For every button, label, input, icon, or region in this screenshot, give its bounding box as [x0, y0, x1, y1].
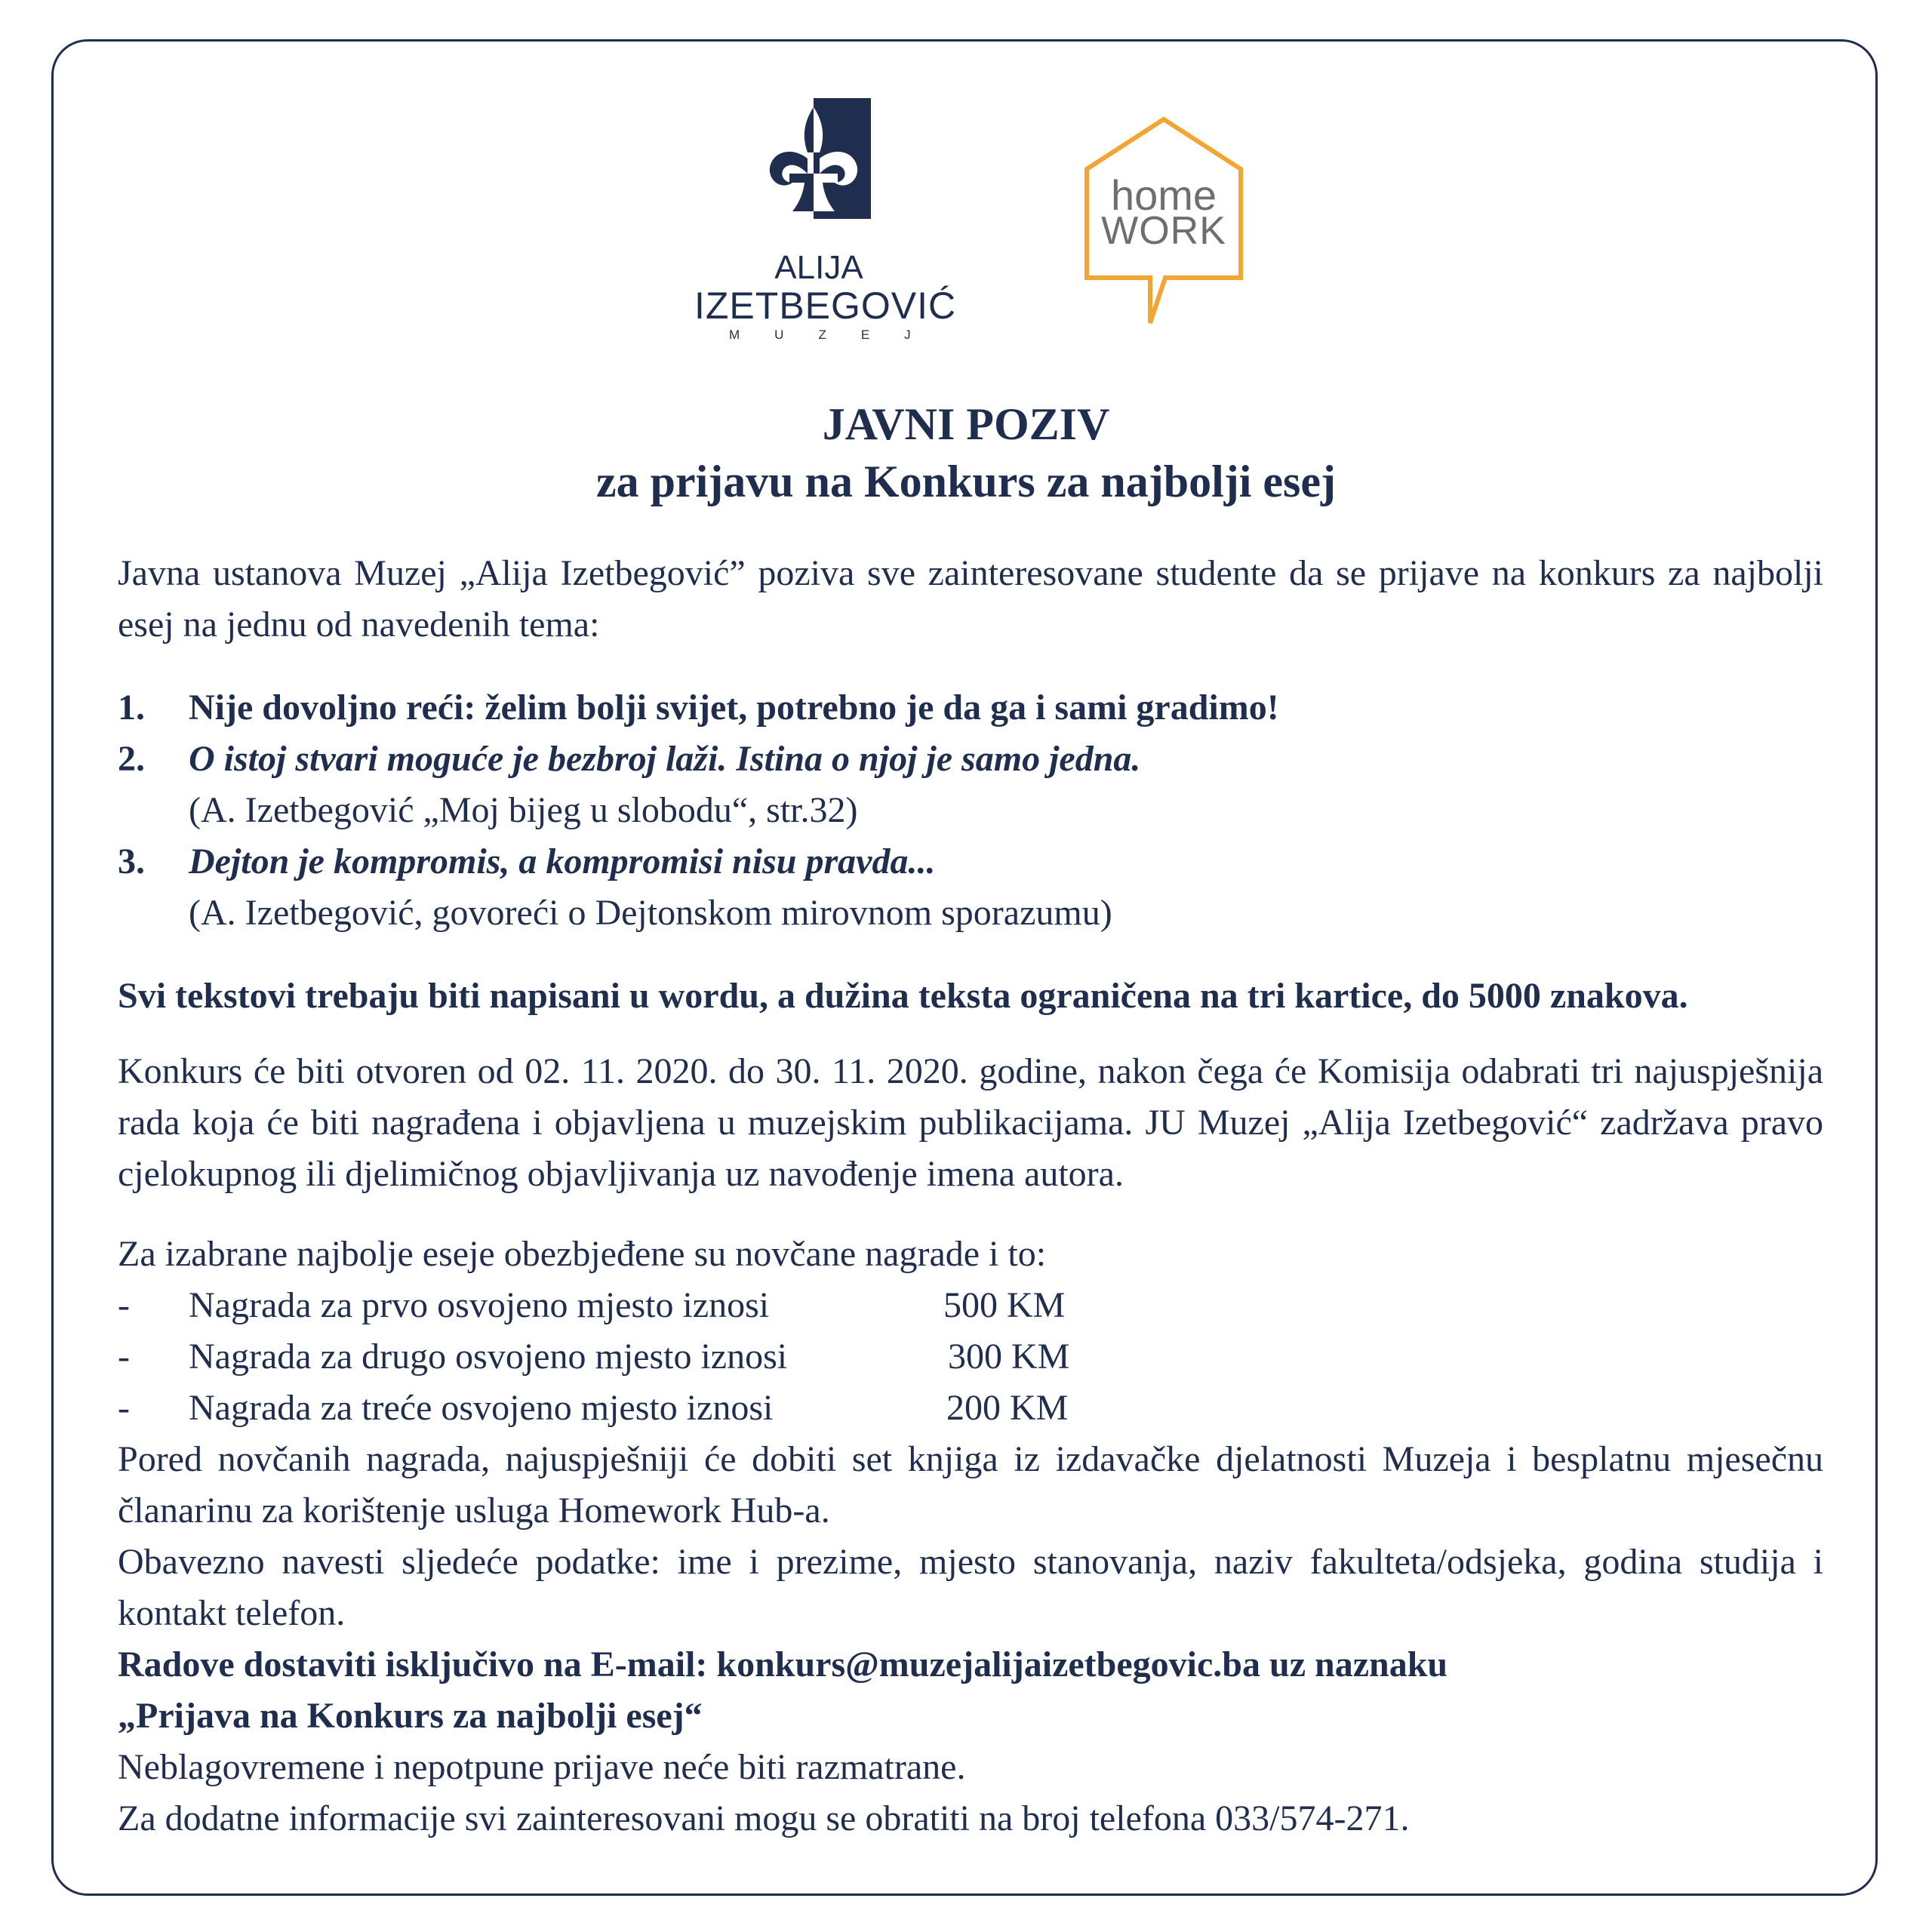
award-dash: -	[118, 1337, 130, 1377]
extra-prize-paragraph: Pored novčanih nagrada, najuspješniji će dobiti set knjiga iz izdavačke djelatnosti Muzeja i besplatnu mjesečnu članarinu za korištenje usluga Homework Hub-a.	[118, 1439, 1823, 1531]
award-row	[118, 1383, 1823, 1434]
topic-text: Dejton je kompromis, a kompromisi nisu pravda...	[189, 841, 936, 881]
homework-logo-work: WORK	[1101, 209, 1226, 253]
award-dash: -	[118, 1285, 130, 1325]
topic-number: 1.	[118, 688, 145, 728]
homework-logo-home: home	[1110, 171, 1217, 219]
topic-text: O istoj stvari moguće je bezbroj laži. Istina o njoj je samo jedna.	[189, 739, 1141, 779]
award-value: 200 KM	[946, 1388, 1069, 1428]
award-row	[118, 1280, 1823, 1331]
awards-intro: Za izabrane najbolje eseje obezbjeđene su novčane nagrade i to:	[118, 1234, 1047, 1274]
homework-logo	[1081, 113, 1247, 332]
award-label: Nagrada za prvo osvojeno mjesto iznosi	[189, 1285, 770, 1325]
delivery-subject-line: „Prijava na Konkurs za najbolji esej“	[118, 1696, 703, 1736]
page-title: JAVNI POZIV	[822, 399, 1110, 449]
museum-logo	[694, 98, 957, 355]
award-value: 500 KM	[943, 1285, 1066, 1325]
museum-logo-line1: ALIJA	[774, 249, 863, 286]
awards-section	[118, 1229, 1823, 1434]
award-dash: -	[118, 1388, 130, 1428]
contact-line: Za dodatne informacije svi zainteresovani mogu se obratiti na broj telefona 033/574-271.	[118, 1798, 1410, 1838]
topic-source: (A. Izetbegović „Moj bijeg u slobodu“, str.32)	[189, 790, 858, 830]
award-label: Nagrada za drugo osvojeno mjesto iznosi	[189, 1337, 788, 1377]
topic-number: 2.	[118, 739, 145, 779]
museum-logo-line2: IZETBEGOVIĆ	[694, 285, 957, 327]
fleur-de-lis-icon	[762, 98, 875, 219]
konkurs-paragraph: Konkurs će biti otvoren od 02. 11. 2020. do 30. 11. 2020. godine, nakon čega će Komisija odabrati tri najuspješnija rada koja će biti nagrađena i objavljena u muzejskim publikacijama. JU Muzej „Alija Izetbegović“ zadržava pravo cjelokupnog ili djelimičnog objavljivanja uz navođenje imena autora.	[118, 1051, 1823, 1194]
page-subtitle: za prijavu na Konkurs za najbolji esej	[595, 457, 1337, 506]
required-data-paragraph: Obavezno navesti sljedeće podatke: ime i prezime, mjesto stanovanja, naziv fakulteta/odsjeka, godina studija i kontakt telefon.	[118, 1542, 1823, 1633]
details-section	[118, 1434, 1823, 1844]
late-notice: Neblagovremene i nepotpune prijave neće biti razmatrane.	[118, 1747, 966, 1787]
intro-paragraph: Javna ustanova Muzej „Alija Izetbegović” poziva sve zainteresovane studente da se prijave na konkurs za najbolji esej na jednu od navedenih tema:	[118, 553, 1823, 645]
requirement-paragraph: Svi tekstovi trebaju biti napisani u wordu, a dužina teksta ograničena na tri kartice, do 5000 znakova.	[118, 976, 1688, 1016]
award-value: 300 KM	[948, 1337, 1070, 1377]
topic-source: (A. Izetbegović, govoreći o Dejtonskom mirovnom sporazumu)	[189, 893, 1112, 933]
topic-text: Nije dovoljno reći: želim bolji svijet, potrebno je da ga i sami gradimo!	[189, 688, 1279, 728]
topic-list	[118, 682, 1823, 939]
award-label: Nagrada za treće osvojeno mjesto iznosi	[189, 1388, 774, 1428]
list-item	[118, 682, 1823, 734]
topic-number: 3.	[118, 841, 145, 881]
list-item	[118, 836, 1823, 939]
delivery-line: Radove dostaviti isključivo na E-mail: konkurs@muzejalijaizetbegovic.ba uz naznaku	[118, 1644, 1448, 1684]
list-item	[118, 734, 1823, 836]
award-row	[118, 1331, 1823, 1383]
museum-logo-line3: MUZEJ	[729, 328, 946, 342]
